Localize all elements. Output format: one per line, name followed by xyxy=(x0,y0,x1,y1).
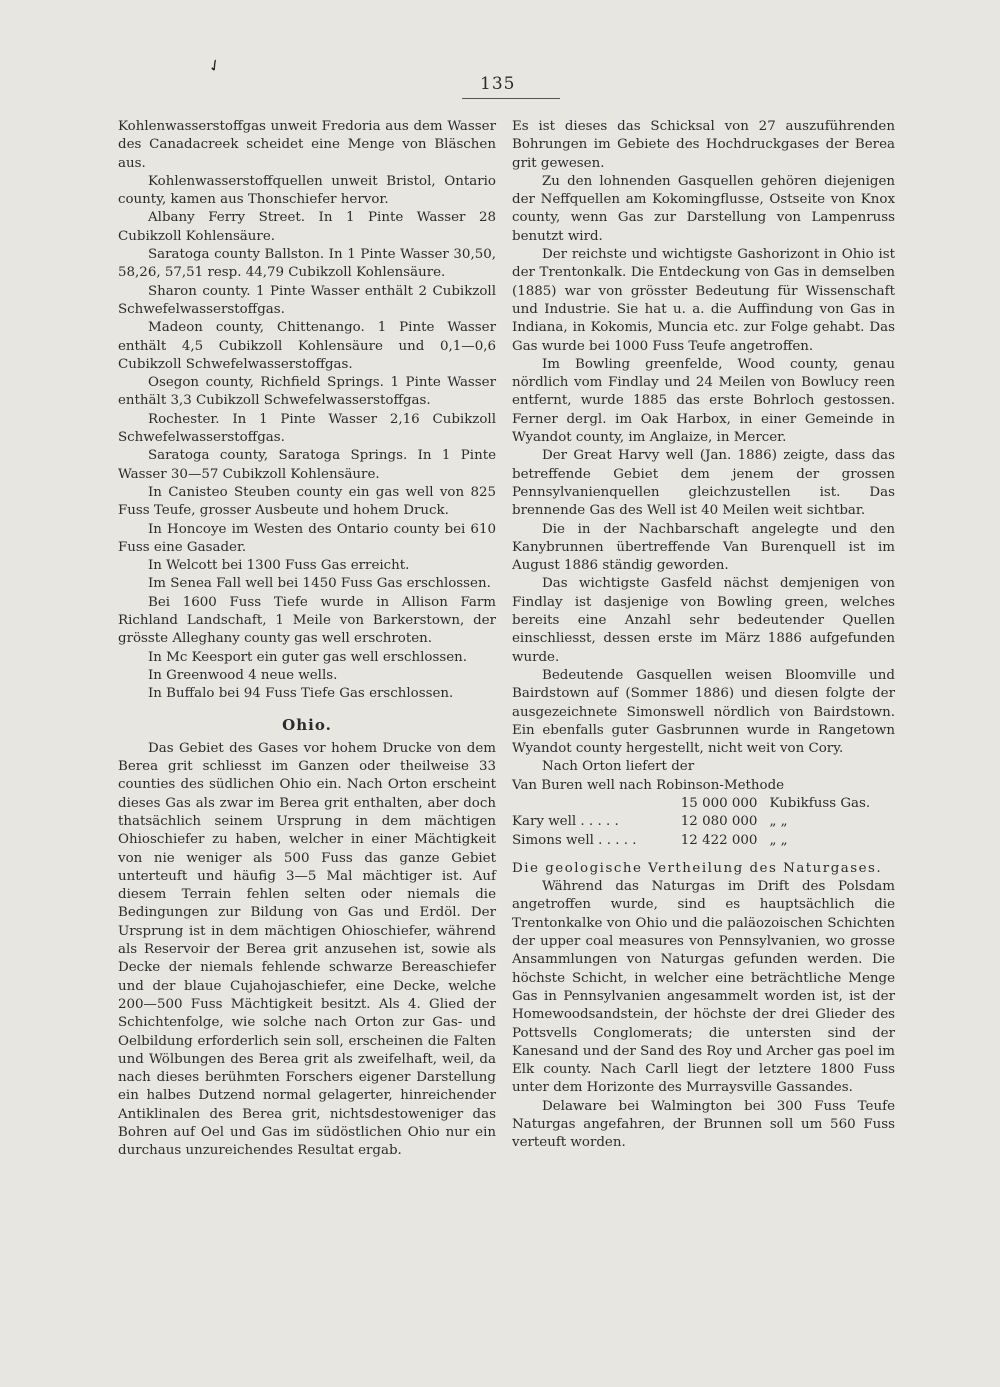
table-row xyxy=(512,832,895,850)
table-cell-unit: Kubikfuss Gas. xyxy=(769,795,871,811)
paragraph: Während das Naturgas im Drift des Polsdam angetroffen wurde, sind es hauptsächlich die Trentonkalke von Ohio und die paläozoischen Schichten der upper coal measures von Pennsylvanien, wo grosse Ansammlungen von Naturgas gefunden werden. Die höchste Schicht, in welcher eine beträchtliche Menge Gas in Pennsylvanien angesammelt worden ist, ist der Homewoodsandstein, der höchste der drei Glieder des Pottsvells Conglomerats; die untersten sind der Kanesand und der Sand des Roy und Archer gas poel im Elk county. Nach Carll liegt der letztere 1800 Fuss unter dem Horizonte des Murraysville Gassandes. xyxy=(512,879,895,1096)
paragraph: Zu den lohnenden Gasquellen gehören diejenigen der Neffquellen am Kokomingflusse, Ostseite von Knox county, wenn Gas zur Darstellung von Lampenruss benutzt wird. xyxy=(512,173,895,244)
paragraph: In Canisteo Steuben county ein gas well von 825 Fuss Teufe, grosser Ausbeute und hohem Druck. xyxy=(118,484,496,519)
table-cell-value: 12 080 000 xyxy=(680,814,758,830)
paragraph: Die in der Nachbarschaft angelegte und den Kanybrunnen übertreffende Van Burenquell ist im August 1886 ständig geworden. xyxy=(512,521,895,574)
paragraph: Bei 1600 Fuss Tiefe wurde in Allison Farm Richland Landschaft, 1 Meile von Barkerstown, der grösste Alleghany county gas well erschroten. xyxy=(118,594,496,647)
paragraph: Kohlenwasserstoffquellen unweit Bristol, Ontario county, kamen aus Thonschiefer hervor. xyxy=(118,173,496,208)
table-cell-unit: „ „ xyxy=(769,832,788,848)
section-title-geologische-vertheilung: Die geologische Vertheilung des Naturgases. xyxy=(512,860,883,876)
paragraph: In Mc Keesport ein guter gas well erschlossen. xyxy=(148,649,468,665)
header-rule xyxy=(462,98,560,99)
table-cell-label: Van Buren well nach Robinson-Methode xyxy=(512,777,785,793)
paragraph: Im Bowling greenfelde, Wood county, genau nördlich vom Findlay und 24 Meilen von Bowlucy reen entfernt, wurde 1885 das erste Bohrloch gestossen. Ferner dergl. im Oak Harbox, in einer Gemeinde in Wyandot county, im Anglaize, in Mercer. xyxy=(512,356,895,446)
table-cell-unit: „ „ xyxy=(769,814,788,830)
paragraph: Nach Orton liefert der xyxy=(542,759,695,775)
paragraph: Albany Ferry Street. In 1 Pinte Wasser 28 Cubikzoll Kohlensäure. xyxy=(118,210,496,244)
paragraph: Madeon county, Chittenango. 1 Pinte Wasser enthält 4,5 Cubikzoll Kohlensäure und 0,1—0,6 Cubikzoll Schwefelwasserstoffgas. xyxy=(118,320,496,372)
paragraph: Bedeutende Gasquellen weisen Bloomville und Bairdstown auf (Sommer 1886) und diesen folgte der ausgezeichnete Simonswell nördlich von Bairdstown. Ein ebenfalls guter Gasbrunnen wurde in Rangetown Wyandot county hergestellt, nicht weit von Cory. xyxy=(512,667,895,757)
paragraph: In Welcott bei 1300 Fuss Gas erreicht. xyxy=(148,558,410,574)
table-row xyxy=(512,813,895,831)
paragraph: In Buffalo bei 94 Fuss Tiefe Gas erschlossen. xyxy=(148,686,454,702)
paragraph: Es ist dieses das Schicksal von 27 auszuführenden Bohrungen im Gebiete des Hochdruckgases der Berea grit gewesen. xyxy=(512,119,895,171)
page-number: 135 xyxy=(480,74,516,94)
paragraph: Das Gebiet des Gases vor hohem Drucke von dem Berea grit schliesst im Ganzen oder theilweise 33 counties des südlichen Ohio ein. Nach Orton erscheint dieses Gas als zwar im Berea grit enthalten, aber doch thatsächlich seinem Ursprung in dem mächtigen Ohioschiefer zu haben, welcher in einer Mächtigkeit von nie weniger als 500 Fuss das ganze Gebiet unterteuft und häufig 3—5 Mal mächtiger ist. Auf diesem Terrain fehlen selten oder niemals die Bedingungen zur Bildung von Gas und Erdöl. Der Ursprung ist in dem mächtigen Ohioschiefer, während als Reservoir der Berea grit anzusehen ist, sowie als Decke der niemals fehlende schwarze Bereaschiefer und der blaue Cujahojaschiefer, eine Decke, welche 200—500 Fuss Mächtigkeit besitzt. Als 4. Glied der Schichtenfolge, wie solche nach Orton zur Gas- und Oelbildung erforderlich sein soll, erscheinen die Falten und Wölbungen des Berea grit als zweifelhaft, weil, da nach dieses berühmten Forschers eigener Darstellung ein halbes Dutzend normal gelagerter, hinreichender Antiklinalen des Berea grit, nichtsdestoweniger das Bohren auf Oel und Gas im südöstlichen Ohio nur ein durchaus unzureichendes Resultat ergab. xyxy=(118,740,496,1159)
table-row xyxy=(512,795,895,813)
gas-yield-table xyxy=(512,777,895,850)
paragraph: Delaware bei Walmington bei 300 Fuss Teufe Naturgas angefahren, der Brunnen soll um 560 Fuss verteuft worden. xyxy=(512,1098,895,1151)
pencil-mark: ✓ xyxy=(204,53,226,78)
paragraph: Sharon county. 1 Pinte Wasser enthält 2 Cubikzoll Schwefelwasserstoffgas. xyxy=(118,283,496,317)
table-cell-value: 15 000 000 xyxy=(680,795,758,811)
table-cell-label: Kary well . . . . . xyxy=(512,814,619,830)
section-heading-ohio: Ohio. xyxy=(282,715,332,734)
paragraph: Osegon county, Richfield Springs. 1 Pinte Wasser enthält 3,3 Cubikzoll Schwefelwasserstoffgas. xyxy=(118,375,496,409)
paragraph: In Greenwood 4 neue wells. xyxy=(148,667,338,683)
table-row xyxy=(512,777,895,795)
paragraph: Saratoga county, Saratoga Springs. In 1 Pinte Wasser 30—57 Cubikzoll Kohlensäure. xyxy=(118,448,496,482)
paragraph: Rochester. In 1 Pinte Wasser 2,16 Cubikzoll Schwefelwasserstoffgas. xyxy=(118,411,496,446)
paragraph: In Honcoye im Westen des Ontario county bei 610 Fuss eine Gasader. xyxy=(118,521,496,555)
paragraph: Der Great Harvy well (Jan. 1886) zeigte, dass das betreffende Gebiet dem jenem der grossen Pennsylvanienquellen gleichzustellen ist. Das brennende Gas des Well ist 40 Meilen weit sichtbar. xyxy=(512,448,895,519)
paragraph: Im Senea Fall well bei 1450 Fuss Gas erschlossen. xyxy=(148,576,491,592)
paragraph: Saratoga county Ballston. In 1 Pinte Wasser 30,50, 58,26, 57,51 resp. 44,79 Cubikzoll Kohlensäure. xyxy=(118,247,496,281)
paragraph: Kohlenwasserstoffgas unweit Fredoria aus dem Wasser des Canadacreek scheidet eine Menge von Bläschen aus. xyxy=(118,119,496,171)
table-cell-label: Simons well . . . . . xyxy=(512,832,637,848)
right-column xyxy=(512,118,895,1153)
table-cell-value: 12 422 000 xyxy=(680,832,758,848)
left-column xyxy=(118,118,496,1161)
paragraph: Das wichtigste Gasfeld nächst demjenigen von Findlay ist dasjenige von Bowling green, welches bereits eine Anzahl sehr bedeutender Quellen einschliesst, dessen erste im März 1886 aufgefunden wurde. xyxy=(512,576,895,665)
paragraph: Der reichste und wichtigste Gashorizont in Ohio ist der Trentonkalk. Die Entdeckung von Gas in demselben (1885) war von grösster Bedeutung für Wissenschaft und Industrie. Sie hat u. a. die Auffindung von Gas in Indiana, in Kokomis, Muncia etc. zur Folge gehabt. Das Gas wurde bei 1000 Fuss Teufe angetroffen. xyxy=(512,247,895,354)
